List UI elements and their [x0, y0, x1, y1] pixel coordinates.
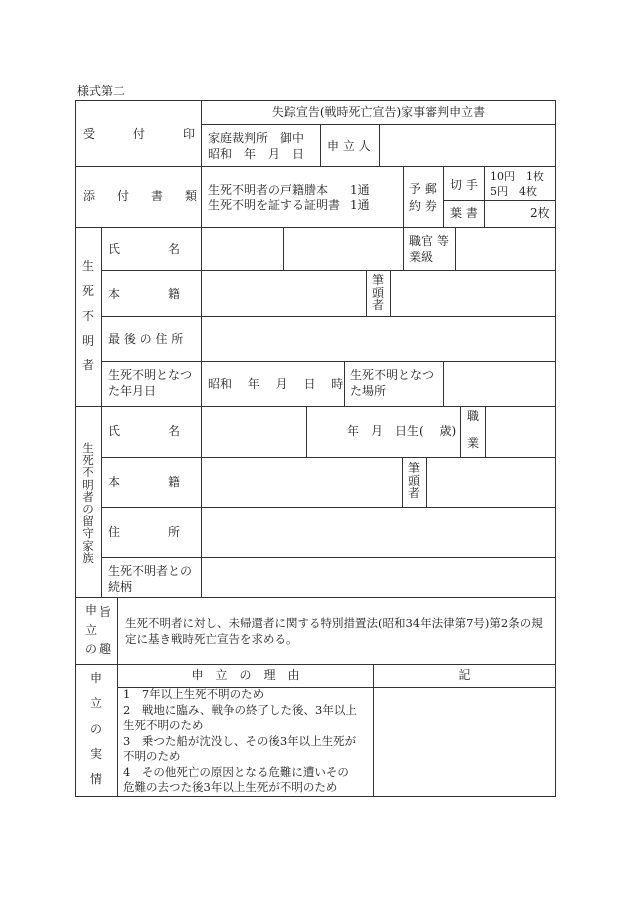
family-group-label: 生 死 不 明 者 の 留 守 家 族 — [82, 441, 94, 565]
missing-name-label: 氏 名 — [108, 242, 181, 256]
purpose-text-1: 生死不明者に対し、未帰還者に関する特別措置法(昭和34年法律第7号)第2条の規 — [125, 616, 543, 630]
list-item: 生死不明のため — [123, 718, 204, 732]
missing-occupation-label-2: 業級 — [409, 250, 434, 264]
attachments-label: 添 付 書 類 — [83, 189, 198, 203]
family-relation-field[interactable] — [203, 559, 554, 596]
family-head-label: 筆 頭 者 — [407, 461, 420, 501]
missing-occupation-label-1: 職官 等 — [409, 234, 449, 248]
attachment-line-1-qty: 1通 — [350, 183, 370, 197]
family-name-label: 氏 名 — [108, 424, 181, 438]
postcard-label: 葉 書 — [450, 206, 478, 220]
facts-label: 申 立 の 実 情 — [89, 671, 102, 787]
note-field[interactable] — [375, 689, 554, 795]
purpose-label-a: 申 立 の — [84, 603, 97, 657]
missing-last-address-label: 最 後 の 住 所 — [108, 332, 184, 346]
stamp-label: 切 手 — [450, 178, 478, 192]
applicant-label: 申 立 人 — [327, 139, 371, 153]
prepaid-label-2: 約 券 — [409, 199, 437, 213]
list-item[interactable]: 2 戦地に臨み、戦争の終了した後、3年以上 — [123, 703, 357, 717]
missing-place-field[interactable] — [445, 363, 554, 405]
reason-list — [123, 689, 371, 795]
attachment-line-2: 生死不明を証する証明書 — [208, 198, 341, 212]
missing-person-group-label: 生 死 不 明 者 — [81, 259, 94, 373]
list-item: 不明のため — [123, 749, 181, 763]
missing-last-address-field[interactable] — [203, 318, 554, 360]
form-title: 失踪宣告(戦時死亡宣告)家事審判申立書 — [271, 105, 486, 119]
applicant-field[interactable] — [381, 126, 554, 165]
missing-date-label-2: た年月日 — [108, 384, 157, 398]
court-name: 家庭裁判所 御中 — [208, 131, 305, 145]
form-label: 様式第二 — [77, 84, 126, 98]
family-birth-label[interactable]: 年 月 日生( 歳) — [347, 424, 457, 438]
family-domicile-label: 本 籍 — [108, 475, 181, 489]
missing-date-value[interactable]: 昭和 年 月 日 時 — [208, 377, 344, 391]
missing-occupation-field[interactable] — [457, 229, 554, 269]
family-domicile-field[interactable] — [203, 459, 401, 506]
missing-place-label-1: 生死不明となつ — [350, 368, 435, 382]
reason-header: 申 立 の 理 由 — [191, 668, 300, 682]
attachment-line-2-qty: 1通 — [350, 198, 370, 212]
reception-date: 昭和 年 月 日 — [208, 147, 305, 161]
stamp-qty-1: 10円 1枚 — [490, 170, 544, 183]
list-item[interactable]: 3 乗つた船が沈没し、その後3年以上生死が — [123, 734, 357, 748]
list-item[interactable]: 4 その他死亡の原因となる危難に遭いその — [123, 765, 349, 779]
family-occupation-field[interactable] — [487, 408, 554, 456]
prepaid-label-1: 予 郵 — [409, 182, 437, 196]
family-address-field[interactable] — [203, 509, 554, 556]
family-head-field[interactable] — [428, 459, 554, 506]
family-occupation-label: 職 業 — [466, 409, 479, 451]
purpose-text-2: 定に基き戦時死亡宣告を求める。 — [125, 632, 298, 646]
note-header: 記 — [458, 668, 471, 682]
postcard-qty: 2枚 — [530, 206, 550, 220]
purpose-label-c: 趣 — [99, 642, 112, 656]
missing-head-label: 筆 頭 者 — [371, 273, 384, 313]
list-item[interactable]: 1 7年以上生死不明のため — [123, 687, 265, 701]
family-relation-label-2: 続柄 — [108, 580, 133, 594]
attachment-line-1: 生死不明者の戸籍謄本 — [208, 183, 329, 197]
missing-head-field[interactable] — [392, 272, 554, 315]
missing-domicile-field[interactable] — [203, 272, 365, 315]
missing-domicile-label: 本 籍 — [108, 287, 181, 301]
reception-label: 受 付 印 — [83, 127, 196, 141]
missing-place-label-2: た場所 — [350, 384, 387, 398]
missing-date-label-1: 生死不明となつ — [108, 368, 193, 382]
family-address-label: 住 所 — [108, 525, 181, 539]
stamp-qty-2: 5円 4枚 — [490, 185, 537, 198]
purpose-label-b: 旨 — [99, 605, 112, 619]
missing-name-field-2[interactable] — [285, 229, 402, 269]
list-item: 危難の去つた後3年以上生死が不明のため — [123, 780, 338, 794]
missing-name-field[interactable] — [203, 229, 282, 269]
family-name-field[interactable] — [203, 408, 305, 456]
family-relation-label-1: 生死不明者との — [108, 564, 193, 578]
